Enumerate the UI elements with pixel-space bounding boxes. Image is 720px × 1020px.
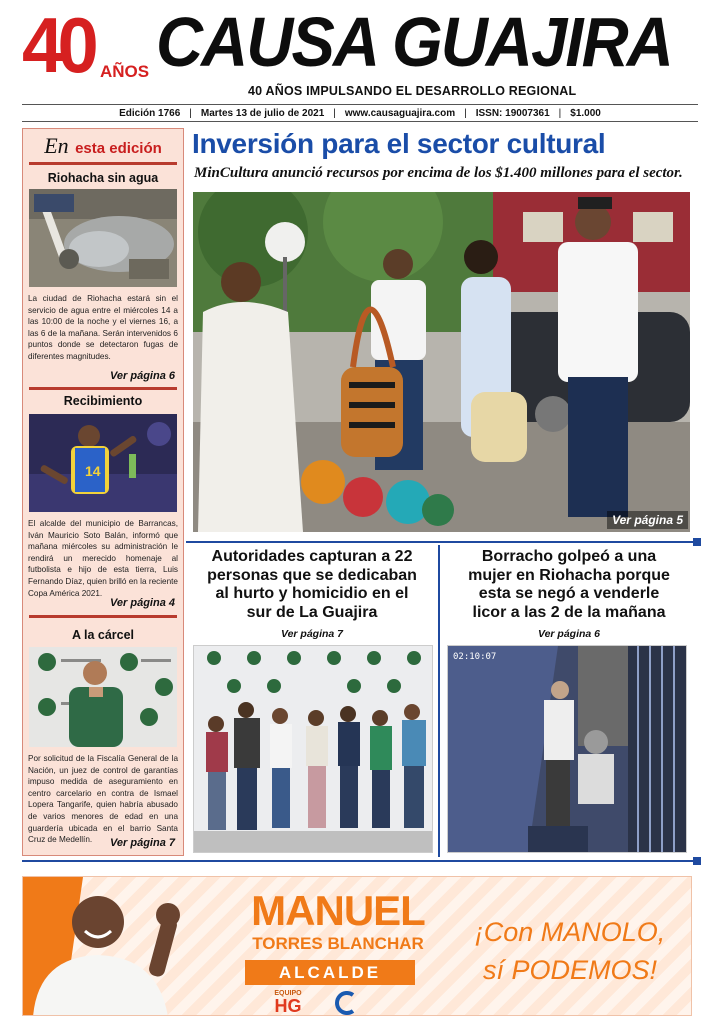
svg-text:14: 14 <box>85 463 101 479</box>
issn-number: ISSN: 19007361 <box>475 107 550 119</box>
sidebar-heading-en: En <box>44 133 69 158</box>
team-logo <box>263 990 313 1015</box>
anniversary-logo <box>22 1 152 89</box>
sidebar-item-text: La ciudad de Riohacha estará sin el servicio de agua entre el miércoles 14 a las 10:00 de la noche y el viernes 16, a las 6 de la mañana. Serán intervenidos 6 puntos donde se detectaron fugas de diferentes magnitudes. <box>28 294 178 361</box>
masthead <box>0 0 720 100</box>
sidebar-item-text: El alcalde del municipio de Barrancas, Iván Mauricio Soto Balán, informó que mañana miércoles su administración le rendirá un merecido homenaje al futbolista e hijo de esta tierra, Luis Fernando Díaz, quien brilló en la reciente Copa América 2021. <box>28 519 178 598</box>
separator: | <box>333 107 336 119</box>
divider <box>29 387 177 390</box>
price: $1.000 <box>570 107 601 119</box>
sidebar-heading <box>23 133 183 159</box>
campaign-slogan-line1: ¡Con MANOLO, <box>474 917 666 947</box>
sidebar-item-title[interactable]: Riohacha sin agua <box>47 171 159 185</box>
headline-line: al hurto y homicidio en el <box>215 585 409 602</box>
divider-marker <box>693 538 701 546</box>
in-this-edition-sidebar <box>22 128 184 856</box>
see-page-link[interactable]: Ver página 5 <box>607 511 688 529</box>
headline-line: Borracho golpeó a una <box>481 548 657 565</box>
edition-date: Martes 13 de julio de 2021 <box>200 107 325 119</box>
party-logo-icon <box>335 991 359 1015</box>
see-page-link[interactable]: Ver página 6 <box>109 370 175 382</box>
newspaper-slogan: 40 AÑOS IMPULSANDO EL DESARROLLO REGIONAL <box>248 84 577 98</box>
candidate-surname: TORRES BLANCHAR <box>252 934 424 953</box>
see-page-link[interactable]: Ver página 7 <box>280 628 344 640</box>
website-link[interactable]: www.causaguajira.com <box>344 107 456 119</box>
newspaper-title: CAUSA GUAJIRA <box>156 3 672 81</box>
team-initials: HG <box>274 996 302 1016</box>
cctv-timestamp: 02:10:07 <box>453 652 497 662</box>
anniversary-number: 40 <box>22 1 94 89</box>
arrested-man-photo <box>29 647 177 747</box>
story-headline[interactable] <box>446 548 692 622</box>
divider <box>29 615 177 618</box>
divider <box>29 162 177 165</box>
main-story-photo <box>193 192 690 532</box>
team-label: EQUIPO <box>274 990 302 997</box>
headline-line: Autoridades capturan a 22 <box>211 548 413 565</box>
see-page-link[interactable]: Ver página 4 <box>109 597 175 609</box>
story-headline[interactable] <box>192 548 432 622</box>
see-page-link[interactable]: Ver página 7 <box>109 837 175 849</box>
headline-line: sur de La Guajira <box>246 603 378 621</box>
headline-line: licor a las 2 de la mañana <box>472 603 666 621</box>
headline-line: esta se negó a venderle <box>478 585 660 602</box>
water-leak-photo <box>29 189 177 287</box>
cctv-photo <box>447 645 687 853</box>
sidebar-item-title[interactable]: A la cárcel <box>71 628 135 642</box>
separator: | <box>558 107 562 119</box>
anniversary-word: AÑOS <box>100 62 150 81</box>
edition-number: Edición 1766 <box>119 107 181 119</box>
sidebar-item-text: Por solicitud de la Fiscalía General de la Nación, un juez de control de garantías impuso medida de aseguramiento en centro carcelario en contra de Ismael Lopera Tangarife, quien habría abusado de varios menores de edad en una guardería ubicada en el barrio Santa Cruz de Medellín. <box>28 754 178 845</box>
headline-line: personas que se dedicaban <box>207 566 417 584</box>
sidebar-item-title[interactable]: Recibimiento <box>63 394 143 408</box>
divider <box>438 545 440 857</box>
footballer-photo <box>29 414 177 512</box>
separator: | <box>189 107 192 119</box>
separator: | <box>464 107 467 119</box>
headline-line: mujer en Riohacha porque <box>468 566 670 584</box>
sidebar-heading-rest: esta edición <box>75 140 162 157</box>
campaign-advertisement[interactable] <box>22 876 692 1016</box>
see-page-link[interactable]: Ver página 6 <box>537 628 601 640</box>
campaign-slogan-line2: sí PODEMOS! <box>482 955 658 985</box>
main-headline[interactable]: Inversión para el sector cultural <box>192 128 606 159</box>
arrested-group-photo <box>193 645 433 853</box>
divider <box>186 541 694 543</box>
candidate-photo <box>23 877 233 1016</box>
candidate-office: ALCALDE <box>245 960 415 985</box>
divider-marker <box>693 857 701 865</box>
edition-info-bar <box>22 104 698 122</box>
main-subheadline: MinCultura anunció recursos por encima de los $1.400 millones para el sector. <box>194 165 683 181</box>
divider <box>22 860 694 862</box>
candidate-first-name: MANUEL <box>251 887 425 934</box>
